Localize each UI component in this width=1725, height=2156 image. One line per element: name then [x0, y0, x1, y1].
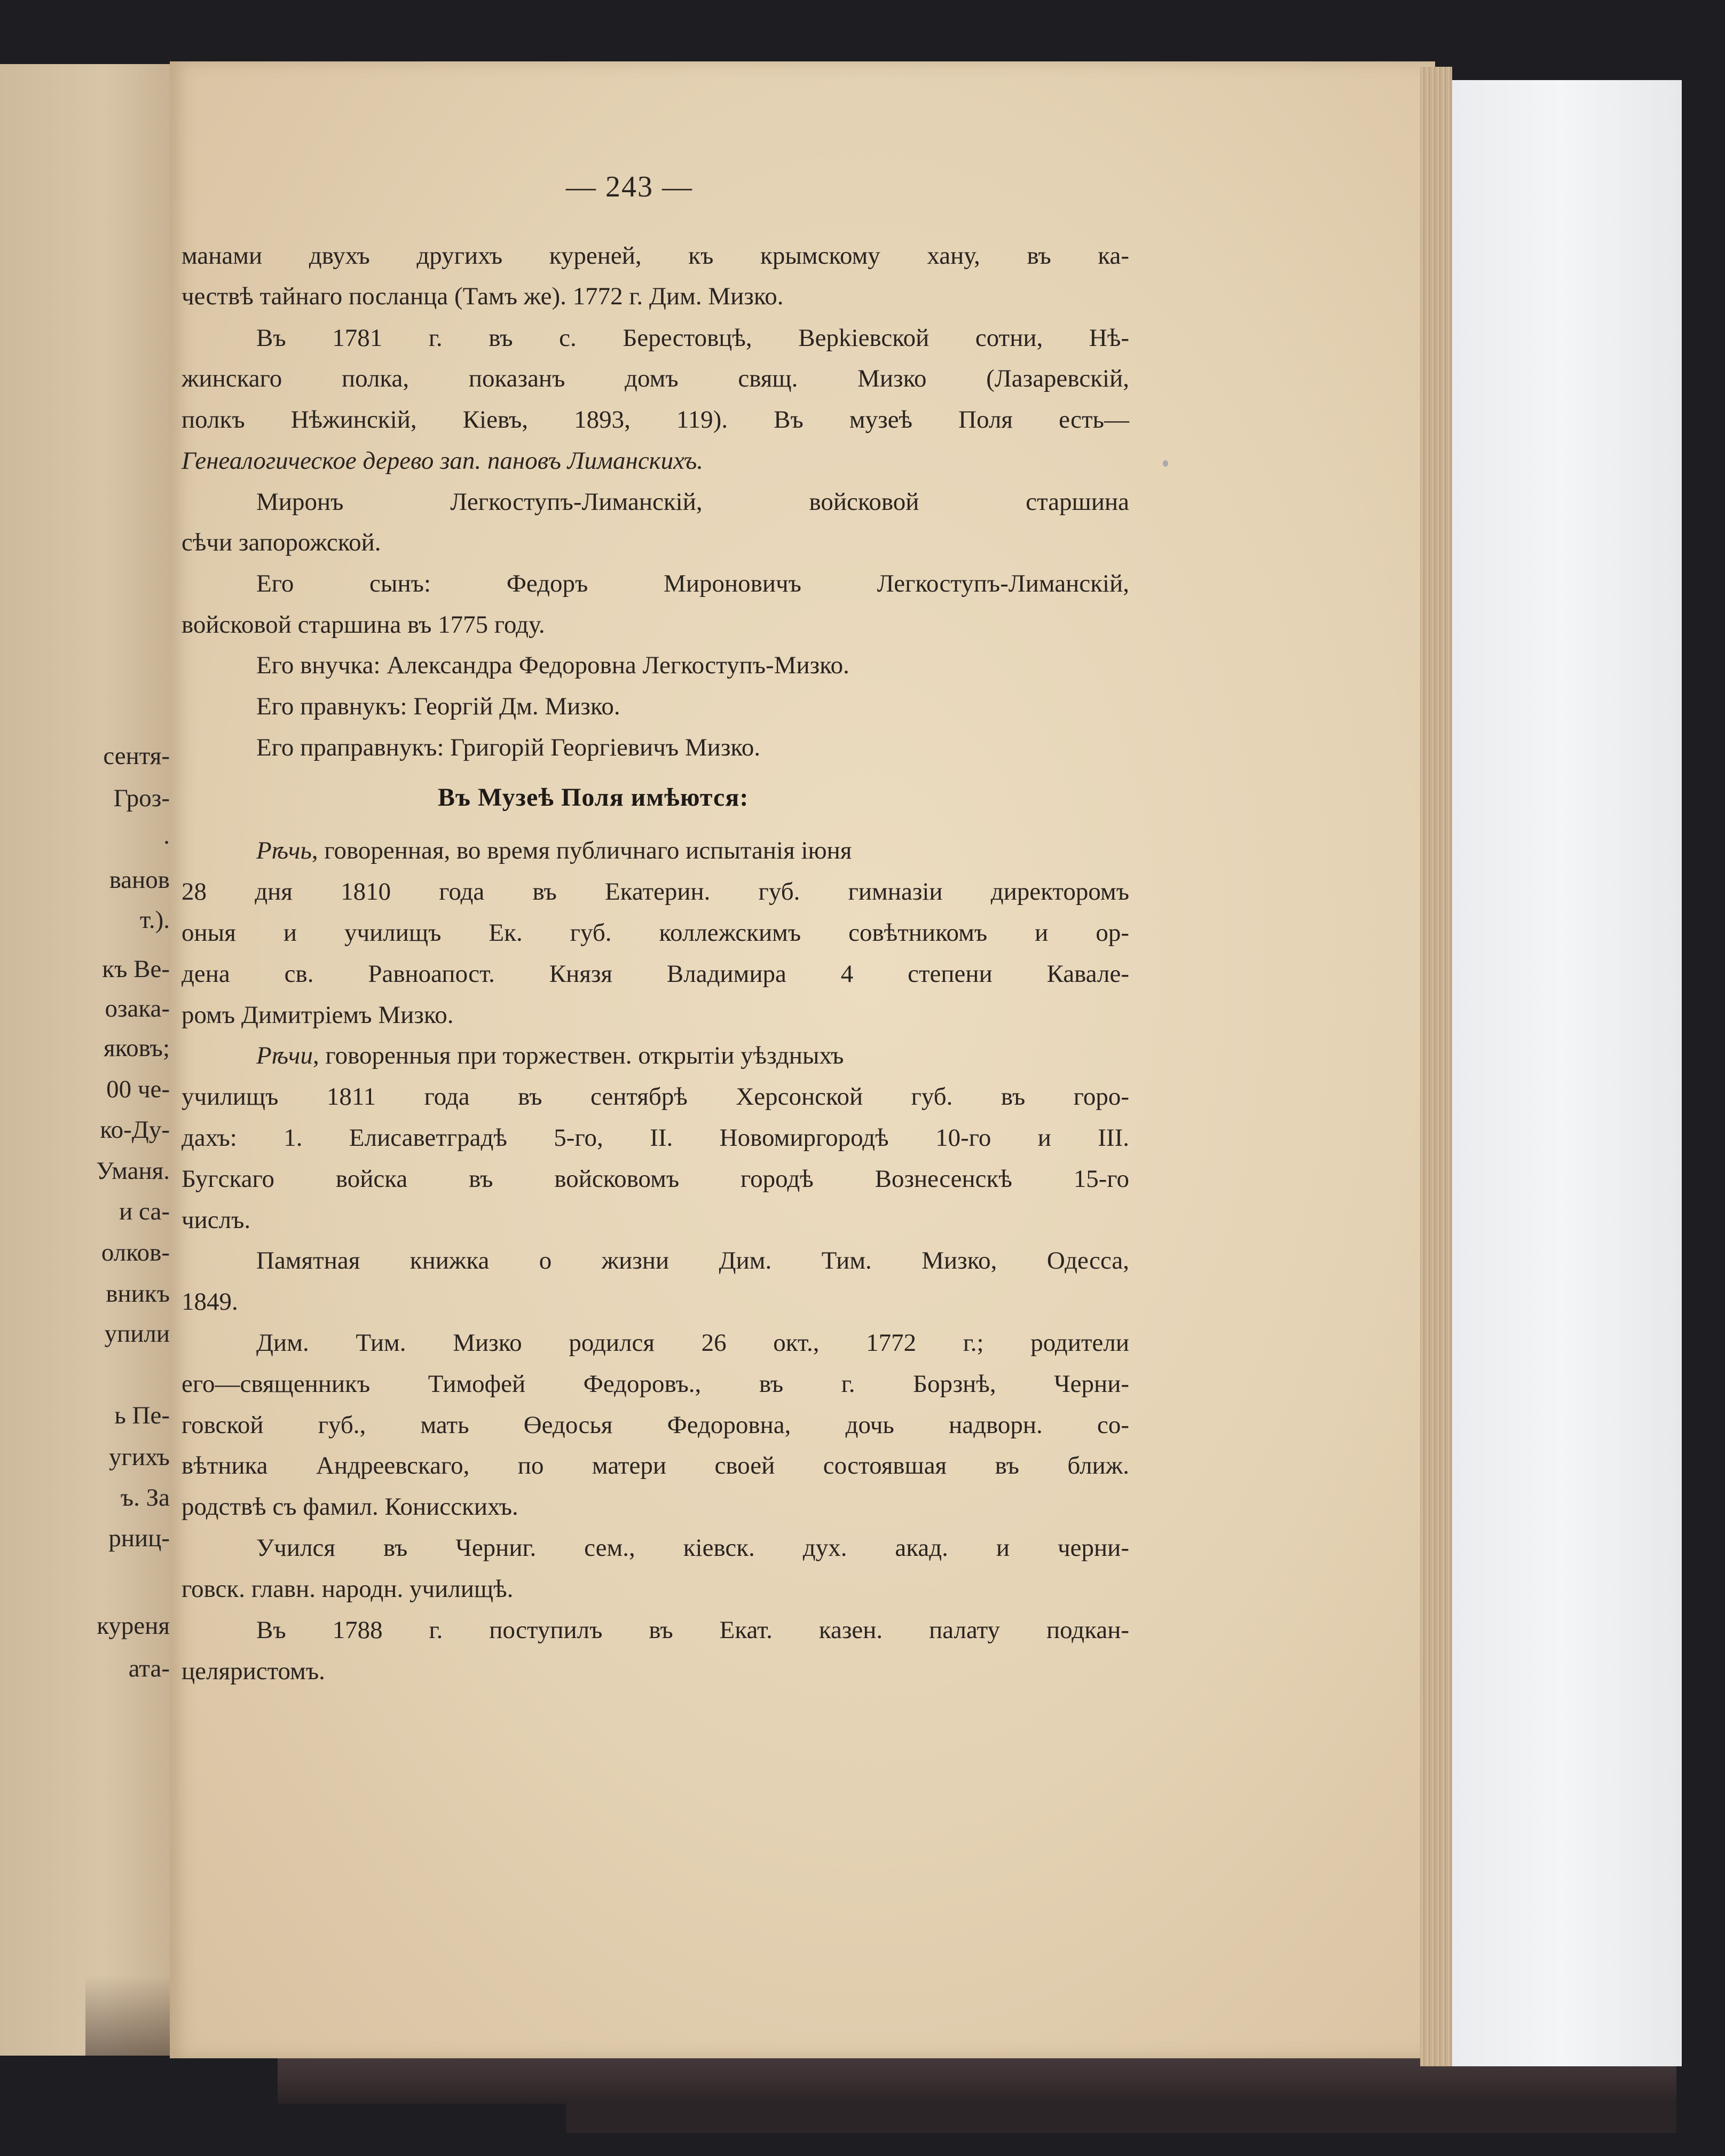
text-line-italic: Генеалогическое дерево зап. пановъ Лиманскихъ.	[182, 447, 703, 475]
left-page-fragment: ь Пе-	[114, 1402, 170, 1429]
left-page-fragment: къ Ве-	[102, 955, 170, 983]
left-page-fragment: вникъ	[106, 1280, 170, 1308]
text-line: сѣчи запорожской.	[182, 529, 381, 556]
left-page-fragment: сентя-	[103, 742, 170, 770]
text-line: Его внучка: Александра Федоровна Легкоступъ-Мизко.	[256, 651, 849, 679]
left-page-fragment: 00 че-	[106, 1075, 170, 1103]
italic-word: Рѣчи	[256, 1042, 313, 1069]
text-line: дена св. Равноапост. Князя Владимира 4 степени Кавале-	[182, 960, 1129, 988]
left-page-fragment: яковъ;	[104, 1034, 170, 1062]
text-line: числъ.	[182, 1206, 251, 1234]
book-cover-strip-lower	[566, 2101, 1676, 2133]
text-line: Въ 1788 г. поступилъ въ Екат. казен. палату подкан-	[256, 1616, 1129, 1644]
left-page-text	[0, 0, 170, 2156]
text-line: 28 дня 1810 года въ Екатерин. губ. гимназiи директоромъ	[182, 878, 1129, 906]
text-line: чествѣ тайнаго посланца (Тамъ же). 1772 г. Дим. Мизко.	[182, 282, 784, 310]
text-line: Его праправнукъ: Григорiй Георгiевичъ Мизко.	[256, 734, 761, 761]
left-page-fragment: упили	[104, 1320, 170, 1348]
text-line: училищъ 1811 года въ сентябрѣ Херсонской губ. въ горо-	[182, 1083, 1129, 1111]
left-page-fragment: и са-	[119, 1198, 170, 1225]
text-line: жинскаго полка, показанъ домъ свящ. Мизко (Лазаревскiй,	[182, 365, 1129, 392]
left-page-fragment: ко-Ду-	[100, 1116, 170, 1144]
left-page-fragment: озака-	[105, 995, 170, 1022]
pencil-mark	[1163, 460, 1168, 467]
left-page-fragment: ата-	[128, 1655, 170, 1682]
text-line: оныя и училищъ Ек. губ. коллежскимъ совѣтникомъ и ор-	[182, 919, 1129, 947]
text-line: дахъ: 1. Елисаветградѣ 5-го, II. Новомиргородѣ 10-го и III.	[182, 1124, 1129, 1152]
text-line: родствѣ съ фамил. Конисскихъ.	[182, 1493, 518, 1521]
text-run: , говоренная, во время публичнаго испытанiя iюня	[311, 837, 852, 864]
text-line: Бугскаго войска въ войсковомъ городѣ Вознесенскѣ 15-го	[182, 1165, 1129, 1193]
text-line: Миронъ Легкоступъ-Лиманскiй, войсковой старшина	[256, 488, 1129, 516]
text-line: ромъ Димитрiемъ Мизко.	[182, 1001, 454, 1029]
left-page-fragment: ъ. За	[120, 1484, 170, 1512]
left-page-fragment: т.).	[139, 906, 170, 934]
left-page-fragment: .	[163, 822, 170, 849]
text-line: 1849.	[182, 1288, 238, 1316]
text-line: говской губ., мать Өедосья Федоровна, дочь надворн. со-	[182, 1411, 1129, 1439]
text-line: вѣтника Андреевскаго, по матери своей состоявшая въ ближ.	[182, 1452, 1129, 1480]
white-backing-sheet	[1442, 80, 1682, 2066]
text-line: манами двухъ другихъ куреней, къ крымскому хану, въ ка-	[182, 242, 1129, 270]
left-page-fragment: олков-	[101, 1239, 170, 1266]
text-line: Учился въ Черниг. сем., кiевск. дух. акад. и черни-	[256, 1534, 1129, 1562]
text-line: Его сынъ: Федоръ Мироновичъ Легкоступъ-Лиманскiй,	[256, 570, 1129, 597]
text-line	[256, 1043, 1129, 1068]
text-line: его—священникъ Тимофей Федоровъ., въ г. Борзнѣ, Черни-	[182, 1370, 1129, 1398]
text-line: Его правнукъ: Георгiй Дм. Мизко.	[256, 693, 620, 720]
page-edges	[1420, 67, 1452, 2066]
text-line: Въ 1781 г. въ с. Берестовцѣ, Верkiевской сотни, Нѣ-	[256, 324, 1129, 352]
text-line: целяристомъ.	[182, 1657, 325, 1685]
text-run: , говоренныя при торжествен. открытiи уѣздныхъ	[312, 1042, 844, 1069]
left-page-fragment: угихъ	[109, 1443, 170, 1471]
left-page-fragment: Уманя.	[96, 1157, 170, 1185]
text-line: говск. главн. народн. училищѣ.	[182, 1575, 514, 1603]
left-page-fragment: рниц-	[108, 1524, 170, 1552]
text-line: Памятная книжка о жизни Дим. Тим. Мизко, Одесса,	[256, 1247, 1129, 1274]
left-page-fragment: Гроз-	[113, 784, 170, 812]
text-line: полкъ Нѣжинскiй, Кiевъ, 1893, 119). Въ музеѣ Поля есть—	[182, 406, 1129, 434]
italic-word: Рѣчь	[256, 837, 312, 864]
page-number: — 243 —	[566, 170, 693, 203]
text-line: войсковой старшина въ 1775 году.	[182, 611, 545, 639]
text-line	[256, 838, 1129, 863]
left-page-fragment: куреня	[97, 1612, 170, 1640]
text-line: Дим. Тим. Мизко родился 26 окт., 1772 г.; родители	[256, 1329, 1129, 1357]
left-page-fragment: ванов	[109, 866, 170, 894]
section-heading: Въ Музеѣ Поля имѣются:	[438, 783, 749, 812]
